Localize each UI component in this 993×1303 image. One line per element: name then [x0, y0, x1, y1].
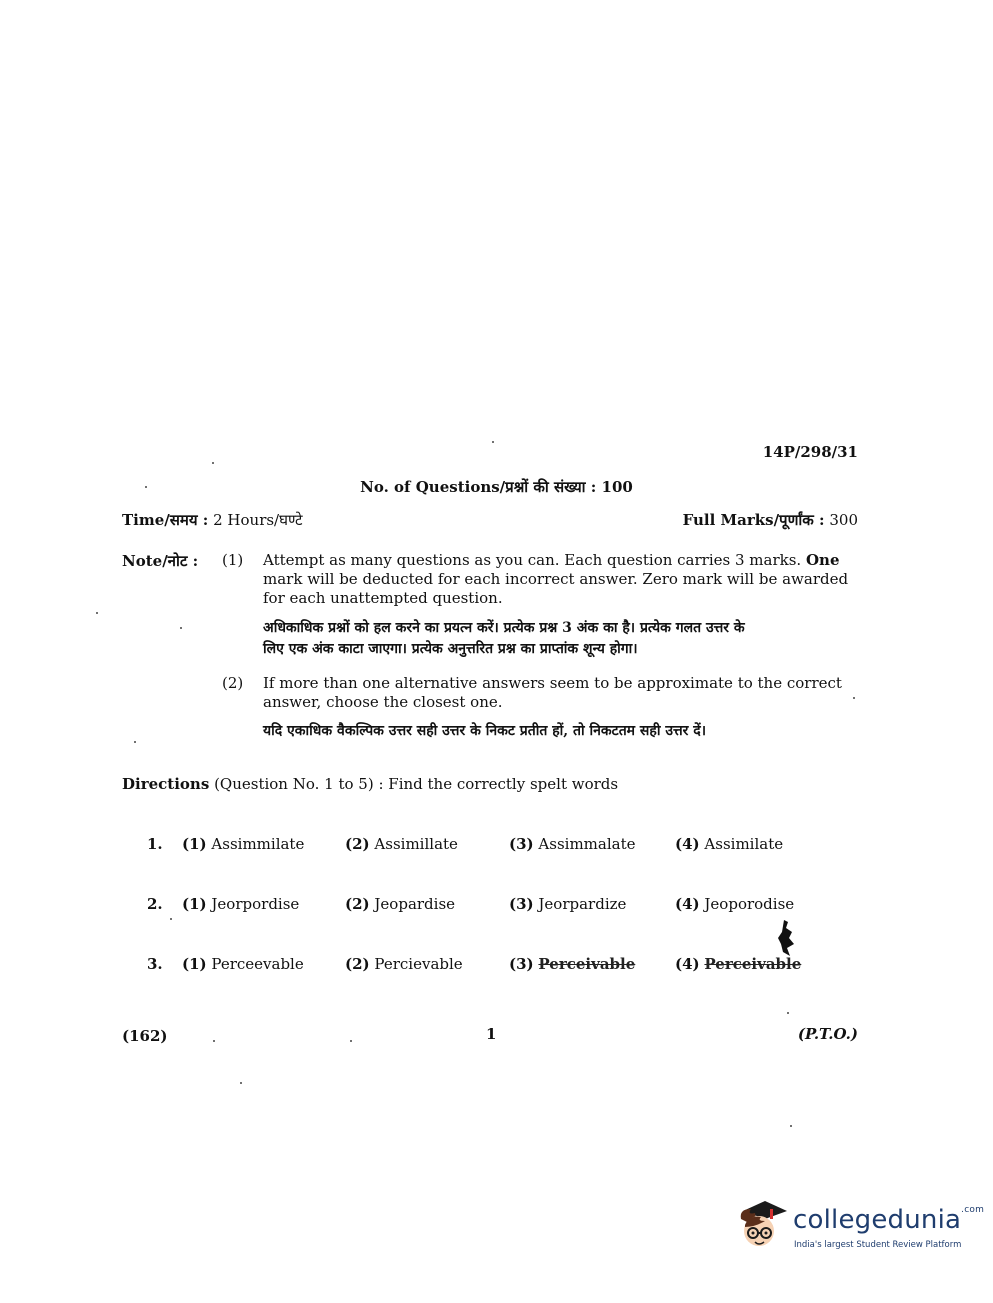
note-1-line-2: mark will be deducted for each incorrect answer. Zero mark will be awarded	[263, 570, 849, 588]
question-number: 3.	[147, 955, 163, 973]
directions-label: Directions	[122, 775, 210, 793]
note-2-text	[263, 674, 859, 712]
scan-speck	[787, 1012, 789, 1014]
scan-speck	[213, 1040, 215, 1042]
option-4[interactable]: (4) Perceivable	[675, 955, 802, 973]
option-2[interactable]: (2) Jeopardise	[345, 895, 456, 913]
note-2-hindi-line-1: यदि एकाधिक वैकल्पिक उत्तर सही उत्तर के निकट प्रतीत हों, तो निकटतम सही उत्तर दें।	[263, 723, 707, 739]
num-questions-value: 100	[601, 478, 633, 496]
note-1-text	[263, 551, 859, 608]
number-of-questions	[0, 477, 993, 497]
note-2-line-2: answer, choose the closest one.	[263, 693, 503, 711]
note-1-hindi	[263, 618, 859, 660]
note-2-number: (2)	[222, 674, 244, 692]
time-value: 2 Hours/घण्टे	[213, 511, 303, 529]
question-3	[147, 955, 847, 979]
marks-label: Full Marks/पूर्णांक :	[682, 511, 825, 529]
option-2[interactable]: (2) Percievable	[345, 955, 463, 973]
option-3[interactable]: (3) Jeorpardize	[509, 895, 627, 913]
question-2	[147, 895, 847, 919]
note-label: Note/नोट :	[122, 552, 199, 570]
logo-domain: .com	[961, 1205, 985, 1215]
note-1-line-3: for each unattempted question.	[263, 589, 503, 607]
scan-speck	[853, 697, 855, 699]
scan-speck	[790, 1125, 792, 1127]
directions-text: (Question No. 1 to 5) : Find the correctly spelt words	[214, 775, 619, 793]
scan-speck	[170, 918, 172, 920]
pto-label: (P.T.O.)	[797, 1025, 858, 1043]
footer-code: (162)	[122, 1027, 168, 1045]
note-1-hindi-line-2: लिए एक अंक काटा जाएगा। प्रत्येक अनुत्तरित प्रश्न का प्राप्तांक शून्य होगा।	[263, 641, 638, 657]
note-2-line-1: If more than one alternative answers seem to be approximate to the correct	[263, 674, 842, 692]
mascot-icon	[735, 1197, 787, 1253]
option-4[interactable]: (4) Jeoporodise	[675, 895, 795, 913]
option-2[interactable]: (2) Assimillate	[345, 835, 458, 853]
scan-speck	[212, 462, 214, 464]
collegedunia-logo	[735, 1195, 985, 1259]
question-number: 1.	[147, 835, 163, 853]
full-marks-info	[683, 510, 858, 530]
num-questions-label: No. of Questions/प्रश्नों की संख्या :	[360, 478, 597, 496]
option-3[interactable]: (3) Assimmalate	[509, 835, 636, 853]
question-number: 2.	[147, 895, 163, 913]
scan-speck	[240, 1082, 242, 1084]
scan-speck	[145, 486, 147, 488]
option-1[interactable]: (1) Perceevable	[182, 955, 304, 973]
note-1-hindi-line-1: अधिकाधिक प्रश्नों को हल करने का प्रयत्न करें। प्रत्येक प्रश्न 3 अंक का है। प्रत्येक गलत उत्तर के	[263, 620, 745, 636]
marks-value: 300	[829, 511, 858, 529]
logo-tagline: India's largest Student Review Platform	[794, 1240, 962, 1250]
option-4[interactable]: (4) Assimilate	[675, 835, 784, 853]
note-1-number: (1)	[222, 551, 244, 569]
time-label: Time/समय :	[122, 511, 209, 529]
scan-speck	[492, 441, 494, 443]
note-1-line-1: Attempt as many questions as you can. Each question carries 3 marks. One	[263, 551, 840, 569]
scan-speck	[180, 627, 182, 629]
directions	[122, 775, 618, 793]
scan-speck	[350, 1040, 352, 1042]
option-3[interactable]: (3) Perceivable	[509, 955, 636, 973]
ink-blot	[772, 918, 800, 960]
time-info	[122, 510, 303, 530]
scan-speck	[96, 612, 98, 614]
page-number: 1	[486, 1025, 497, 1043]
question-1	[147, 835, 847, 859]
note-2-hindi	[263, 721, 859, 742]
logo-name: collegedunia$^{.com}$	[793, 1205, 985, 1235]
scan-speck	[134, 741, 136, 743]
paper-code: 14P/298/31	[762, 443, 858, 461]
option-1[interactable]: (1) Jeorpordise	[182, 895, 300, 913]
option-1[interactable]: (1) Assimmilate	[182, 835, 305, 853]
